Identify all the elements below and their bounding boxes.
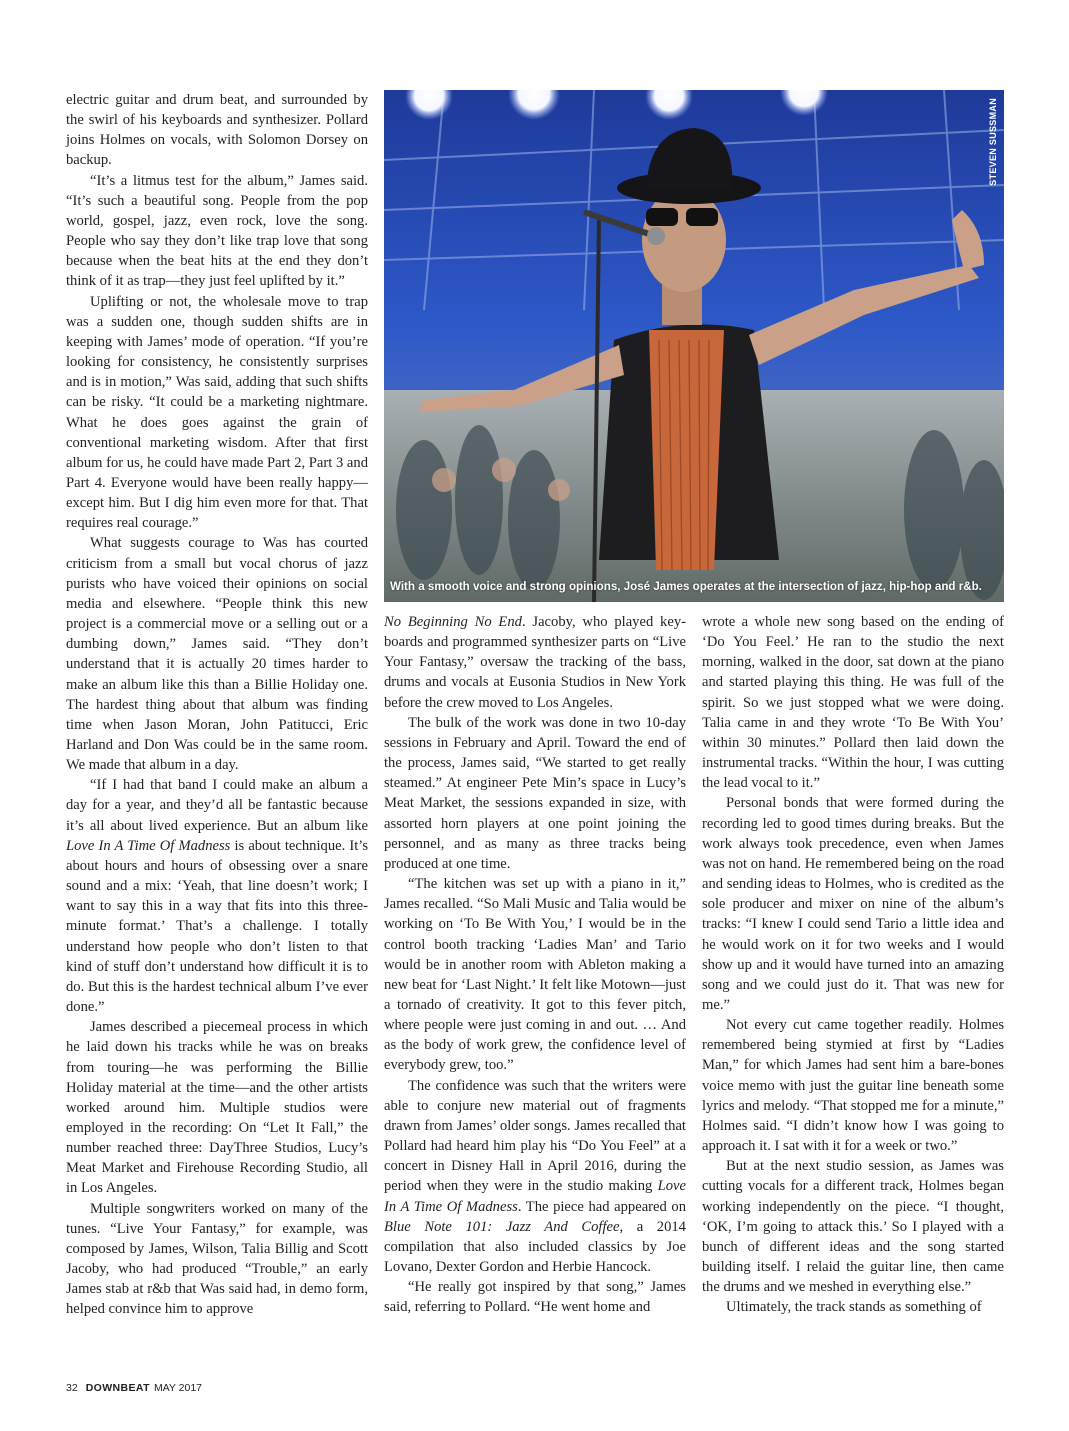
concert-photo (384, 90, 1004, 602)
paragraph: James described a piecemeal process in which he laid down his tracks while he was on breaks from touring—he was performing the Billie Holiday material at the time—and the other artists worked around him. Multiple studios were employed in the recording: On “Let It Fall,” the number reached three: DayThree Studios, Lucy’s Meat Market and Firehouse Recording Studio, all in Los Angeles. (66, 1019, 368, 1197)
paragraph: “He really got inspired by that song,” James said, referring to Pollard. “He went home and (384, 1279, 686, 1316)
page-footer (66, 1382, 202, 1394)
paragraph: Uplifting or not, the wholesale move to trap was a sudden one, though sudden shifts are in keeping with James’ mode of operation. “If you’re looking for consistency, he consistently surprises and is in motion,” Was said, adding that such shifts can be risky. “It could be a marketing nightmare. What he does goes against the grain of conventional marketing wisdom. After that first album for us, he could have made Part 2, Part 3 and Part 4. Everyone would have been really happy—except him. But I dig him even more for that. That requires real courage.” (66, 293, 368, 532)
issue-date: MAY 2017 (153, 1382, 202, 1394)
paragraph: But at the next studio session, as James was cutting vocals for a different track, Holmes began working independently on the piece. “I thought, ‘OK, I’m going to attack this.’ So I played with a bunch of different ideas and the song started building itself. I relaid the guitar line, then came the drums and we meshed in everything else.” (702, 1158, 1004, 1296)
paragraph: The bulk of the work was done in two 10-day sessions in February and April. Toward the end of the process, James said, “We started to get really steamed.” At engineer Pete Min’s space in Lucy’s Meat Market, the sessions expanded in size, with assorted horn players at one point joining the personnel, and as many as three tracks being produced at one time. (384, 714, 686, 872)
paragraph: What suggests courage to Was has courted criticism from a small but vocal chorus of jazz purists who have voiced their opinions on social media and elsewhere. “People think this new project is a commercial move or a selling out or a dumbing down,” James said. “They don’t understand that it is actually 20 times harder to make an album like this than a Billie Holiday one. The hardest thing about that album was finding time when Jason Moran, John Patitucci, Eric Harland and Don Was could be in the same room. We made that album in a day. (66, 535, 368, 774)
album-title: Love In A Time Of Madness (384, 1178, 686, 1215)
album-title: Blue Note 101: Jazz And Coffee (384, 1218, 620, 1235)
article-column-1 (66, 90, 368, 1320)
performer-photo-illustration (384, 90, 1004, 602)
paragraph: “If I had that band I could make an album a day for a year, and they’d all be fantastic because it’s all about lived experience. But an album like Love In A Time Of Madness is about technique. It’s about hours and hours of obsessing over a snare sound and a mix: ‘Yeah, that line doesn’t work; I want to say this in a way that fits into this three-minute format.’ That’s a challenge. I totally understand how people who don’t listen to that kind of stuff don’t understand how difficult it is to do. But this is the hardest technical album I’ve ever done.” (66, 777, 369, 1016)
paragraph: “The kitchen was set up with a piano in it,” James recalled. “So Mali Music and Talia would be working on ‘To Be With You,’ I would be in the control booth tracking ‘Ladies Man’ and Tario would be in another room with Ableton making a new beat for ‘Last Night.’ It felt like Motown—just a tornado of creativity. It got to this fever pitch, where people were just coming in and out. … And as the body of work grew, the confidence level of everybody grew, too.” (384, 876, 686, 1074)
paragraph: Personal bonds that were formed during the recording led to good times during breaks. But the work always took precedence, even when James was not on hand. He remembered being on the road and sending ideas to Holmes, who is credited as the sole producer and mixer on nine of the album’s tracks: “I knew I could send Tario a little idea and he would work on it for two weeks and I would show up and it would have turned into an amazing song and we could just do it. That was new for me.” (702, 795, 1004, 1013)
paragraph: Multiple songwriters worked on many of the tunes. “Live Your Fantasy,” for example, was composed by James, Wilson, Talia Billig and Scott Jacoby, who had produced “Trouble,” an early James stab at r&b that Was said had, in demo form, helped convince him to approve (66, 1200, 368, 1318)
page-number: 32 (66, 1382, 78, 1394)
album-title: No Beginning No End (384, 614, 522, 630)
paragraph: electric guitar and drum beat, and surrounded by the swirl of his keyboards and synthesizer. Pollard joins Holmes on vocals, with Solomon Dorsey on backup. (66, 92, 368, 169)
photo-caption: With a smooth voice and strong opinions, José James operates at the intersection of jazz, hip-hop and r&b. (390, 580, 982, 593)
paragraph: The confidence was such that the writers were able to conjure new material out of fragments drawn from James’ older songs. James recalled that Pollard had heard him play his “Do You Feel” at a concert in Disney Hall in April 2016, during the period when they were in the studio making Love In A Time Of Madness. The piece had appeared on Blue Note 101: Jazz And Coffee, a 2014 compilation that also included classics by Joe Lovano, Dexter Gordon and Herbie Hancock. (384, 1077, 686, 1275)
paragraph: Ultimately, the track stands as something of (726, 1299, 982, 1316)
magazine-name: DOWNBEAT (85, 1382, 150, 1394)
paragraph: wrote a whole new song based on the ending of ‘Do You Feel.’ He ran to the studio the next morning, walked in the door, sat down at the piano and started playing this thing. He was full of the spirit. So we just stopped what we were doing. Talia came in and they wrote ‘To Be With You’ within 30 minutes.” Pollard then laid down the instrumental tracks. “Within the hour, I was cutting the lead vocal to it.” (702, 614, 1004, 792)
article-column-3 (702, 612, 1004, 1317)
paragraph: No Beginning No End. Jacoby, who played keyboards and programmed synthesizer parts on “Live Your Fantasy,” oversaw the tracking of the bass, drums and vocals at Eusonia Studios in New York before the crew moved to Los Angeles. (384, 614, 686, 711)
paragraph: Not every cut came together readily. Holmes remembered being stymied at first by “Ladies Man,” for which James had sent him a bare-bones voice memo with just the guitar line beneath some lyrics and melody. “That stopped me for a minute,” Holmes said. “I didn’t know how I was going to approach it. I sat with it for a week or two.” (702, 1017, 1004, 1155)
photo-credit: STEVEN SUSSMAN (988, 98, 998, 186)
album-title: Love In A Time Of Madness (66, 837, 231, 854)
paragraph: “It’s a litmus test for the album,” James said. “It’s such a beautiful song. People from the pop world, gospel, jazz, even rock, love the song. People who say they don’t like trap love that song because when the beat hits at the end they don’t think of it as trap—they just feel uplifted by it.” (66, 172, 368, 290)
article-column-2 (384, 612, 686, 1317)
